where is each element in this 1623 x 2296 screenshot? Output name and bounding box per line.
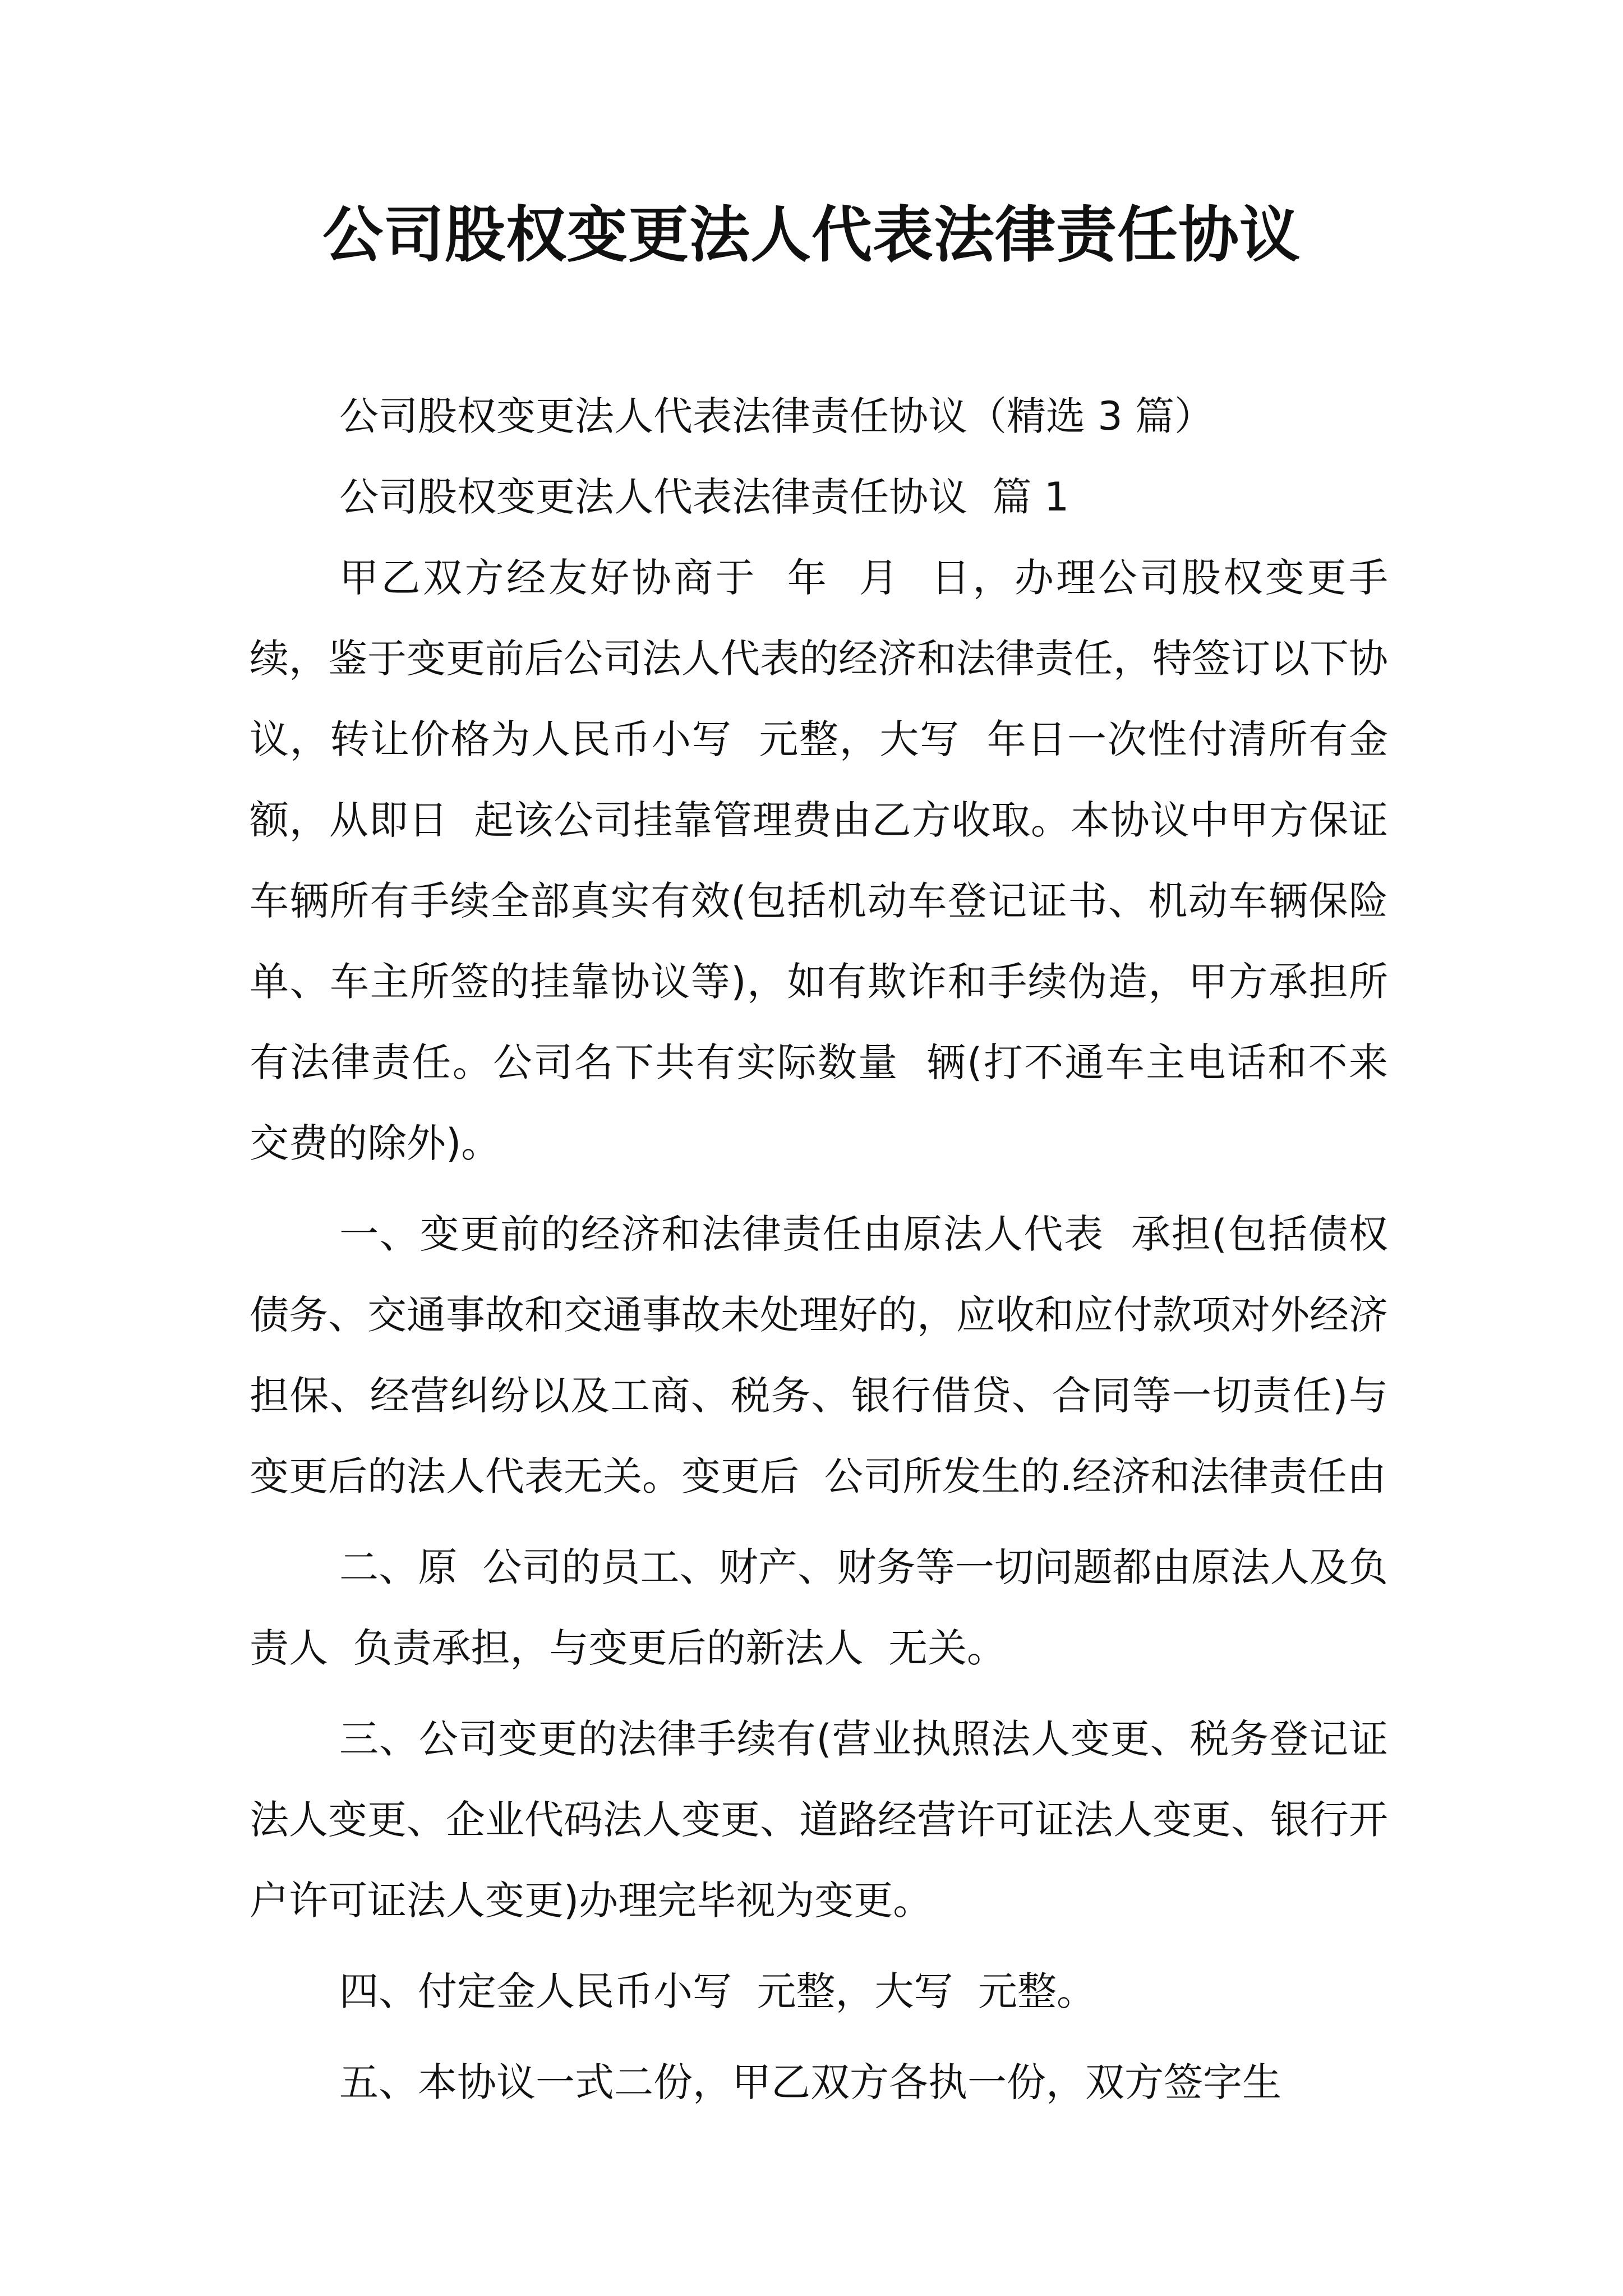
clause-4-paragraph: 四、付定金人民币小写 元整，大写 元整。: [339, 1968, 1096, 2014]
intro-paragraph: 甲乙双方经友好协商于 年 月 日，办理公司股权变更手续，鉴于变更前后公司法人代表的经济和法律责任，特签订以下协议，转让价格为人民币小写 元整，大写 年日一次性付清所有金额，从即日 起该公司挂靠管理费由乙方收取。本协议中甲方保证车辆所有手续全部真实有效(包括机动车登记证书、机动车辆保险单、车主所签的挂靠协议等)，如有欺诈和手续伪造，甲方承担所有法律责任。公司名下共有实际数量 辆(打不通车主电话和不来交费的除外)。: [250, 555, 1388, 1166]
clause-2-paragraph: 二、原 公司的员工、财产、财务等一切问题都由原法人及负责人 负责承担，与变更后的新法人 无关。: [250, 1544, 1388, 1671]
clause-3-paragraph: 三、公司变更的法律手续有(营业执照法人变更、税务登记证法人变更、企业代码法人变更、道路经营许可证法人变更、银行开户许可证法人变更)办理完毕视为变更。: [250, 1716, 1388, 1924]
document-title: 公司股权变更法人代表法律责任协议: [322, 200, 1301, 270]
document-body: [250, 376, 1388, 2123]
clause-1-paragraph: 一、变更前的经济和法律责任由原法人代表 承担(包括债权债务、交通事故和交通事故未处理好的，应收和应付款项对外经济担保、经营纠纷以及工商、税务、银行借贷、合同等一切责任)与变更后的法人代表无关。变更后 公司所发生的.经济和法律责任由: [250, 1211, 1388, 1499]
section-heading-paragraph: 公司股权变更法人代表法律责任协议 篇 1: [339, 474, 1069, 520]
clause-5-paragraph: 五、本协议一式二份，甲乙双方各执一份，双方签字生: [339, 2059, 1281, 2105]
subtitle-paragraph: 公司股权变更法人代表法律责任协议（精选 3 篇）: [339, 393, 1214, 439]
